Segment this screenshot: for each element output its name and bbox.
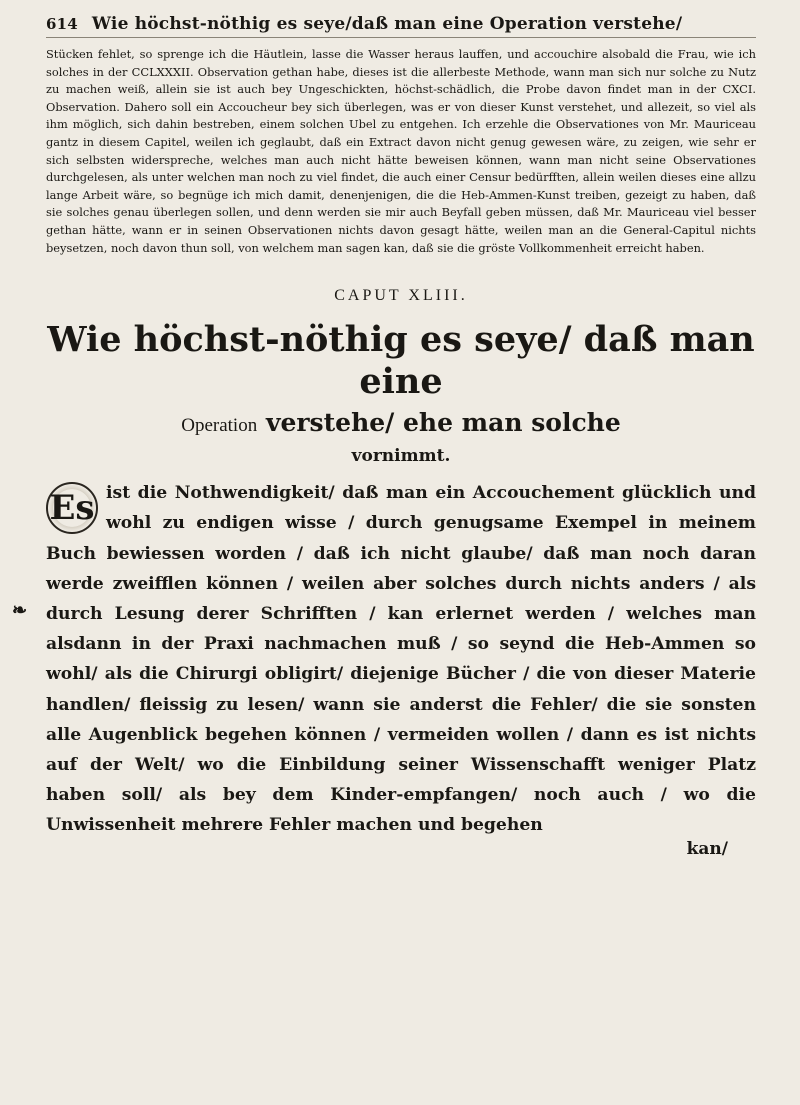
intro-section bbox=[46, 46, 756, 257]
chapter-title-line2 bbox=[46, 405, 756, 444]
running-title: Wie höchst-nöthig es seye/daß man eine Operation verstehe/ bbox=[91, 14, 683, 34]
running-head bbox=[46, 14, 756, 38]
page-number: 614 bbox=[46, 15, 78, 33]
chapter-title-rest: verstehe/ ehe man solche bbox=[265, 408, 621, 438]
intro-paragraph: Stücken fehlet, so sprenge ich die Häutlein, lasse die Wasser heraus lauffen, und accouchire alsobald die Frau, wie ich solches in der CCLXXXII. Observation gethan habe, dieses ist die allerbeste Methode, wann man sich nur solche zu Nutz zu machen weiß, allein sie ist auch bey Ungeschickten, höchst-schädlich, die Probe davon findet man in der CXCI. Observation. Dahero soll ein Accoucheur bey sich überlegen, was er von dieser Kunst verstehet, und allezeit, so viel als ihm möglich, sich dahin bestreben, einem solchen Ubel zu entgehen. Ich erzehle die Observationes von Mr. Mauriceau gantz in diesem Capitel, weilen ich geglaubt, daß ein Extract davon nicht genug gewesen wäre, zu zeigen, wie sehr er sich selbsten widerspreche, welches man auch nicht hätte beweisen können, wann man nicht seine Observationes durchgelesen, als unter welchen man noch zu viel findet, die auch einer Censur bedürfften, allein weilen dieses eine allzu lange Arbeit wäre, so begnüge ich mich damit, denenjenigen, die die Heb-Ammen-Kunst treiben, gezeigt zu haben, daß sie solches genau überlegen sollen, und denn werden sie mir auch Beyfall geben müssen, daß Mr. Mauriceau viel besser gethan hätte, wann er in seinen Observationen nichts davon gesagt hätte, weilen man an die General-Capitul nichts beysetzen, noch davon thun soll, von welchem man sagen kan, daß sie die gröste Vollkommenheit erreicht haben. bbox=[46, 47, 756, 255]
margin-ornament-icon: ❧ bbox=[12, 600, 28, 622]
catchword: kan/ bbox=[686, 838, 728, 859]
ornamental-initial: Es bbox=[46, 482, 98, 534]
chapter-title-latin: Operation bbox=[181, 415, 258, 437]
chapter-title-line1: Wie höchst-nöthig es seye/ daß man eine bbox=[47, 319, 755, 403]
main-text bbox=[12, 478, 756, 840]
chapter-title-line3: vornimmt. bbox=[351, 446, 451, 467]
main-paragraph: ist die Nothwendigkeit/ daß man ein Accouchement glücklich und wohl zu endigen wisse / durch genugsame Exempel in meinem Buch bewiessen worden / daß ich nicht glaube/ daß man noch daran werde zweifflen können / weilen aber solches durch nichts anders / als durch Lesung derer Schrifften / kan erlernet werden / welches man alsdann in der Praxi nachmachen muß / so seynd die Heb-Ammen so wohl/ als die Chirurgi obligirt/ diejenige Bücher / die von dieser Materie handlen/ fleissig zu lesen/ wann sie anderst die Fehler/ die sie sonsten alle Augenblick begehen können / vermeiden wollen / dann es ist nichts auf der Welt/ wo die Einbildung seiner Wissenschafft weniger Platz haben soll/ als bey dem Kinder-empfangen/ noch auch / wo die Unwissenheit mehrere Fehler machen und begehen bbox=[46, 483, 756, 836]
chapter-number: CAPUT XLIII. bbox=[334, 287, 468, 305]
